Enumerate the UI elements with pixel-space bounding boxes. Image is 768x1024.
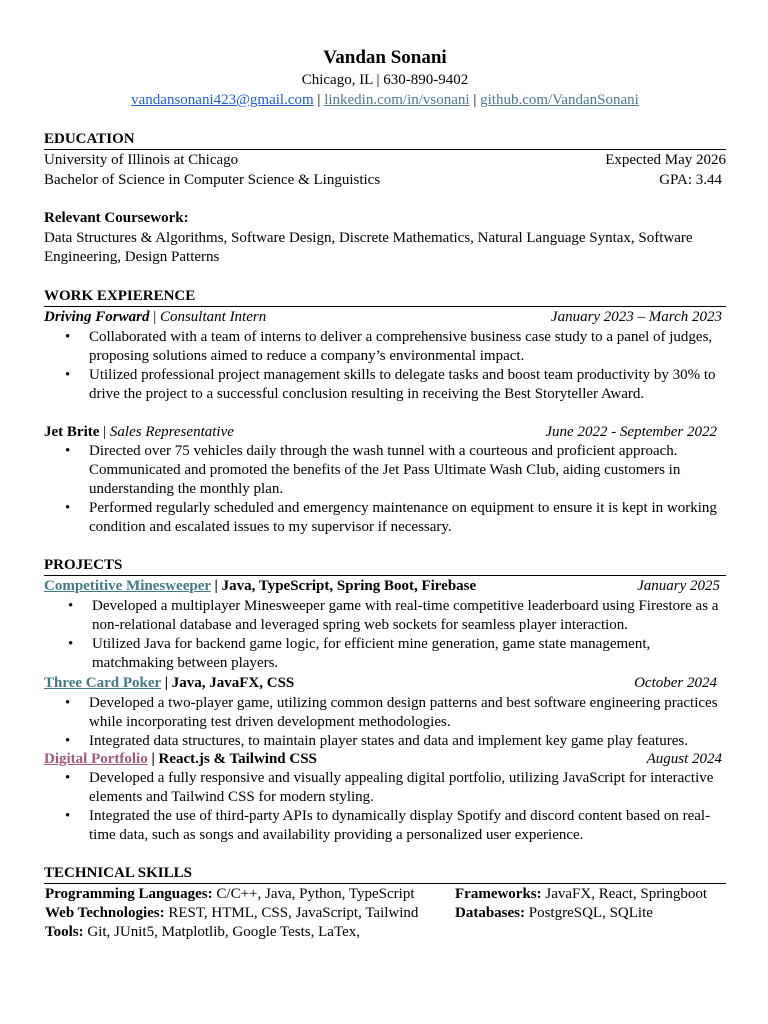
list-item: • Utilized professional project management skills to delegate tasks and boost team productivity by 30% to drive the project to a successful conclusion resulting in receiving the Best Storyteller Award.	[65, 367, 716, 402]
project-link-portfolio[interactable]: Digital Portfolio	[44, 751, 148, 767]
list-item: • Developed a fully responsive and visually appealing digital portfolio, utilizing JavaScript for interactive elements and Tailwind CSS for modern styling.	[65, 770, 714, 805]
job-separator: |	[149, 309, 160, 325]
coursework-line: Data Structures & Algorithms, Software Design, Discrete Mathematics, Natural Language Syntax, Software	[44, 230, 693, 246]
job-company: Driving Forward	[44, 309, 150, 325]
project-tech: | Java, JavaFX, CSS	[160, 675, 295, 691]
bullet-dot: •	[65, 367, 71, 383]
link-separator: |	[313, 92, 325, 108]
skill-value: JavaFX, React, Springboot	[541, 886, 708, 902]
skill-row	[455, 904, 707, 923]
job-company: Jet Brite	[44, 424, 100, 440]
skills-left-column	[45, 885, 418, 942]
skill-label: Tools:	[45, 924, 84, 940]
skill-row	[45, 904, 418, 923]
education-school-row	[44, 151, 726, 170]
project-date: October 2024	[634, 675, 717, 691]
skill-value: PostgreSQL, SQLite	[525, 905, 653, 921]
skill-row	[455, 885, 707, 904]
skill-label: Frameworks:	[455, 886, 542, 902]
project-link-minesweeper[interactable]: Competitive Minesweeper	[44, 578, 211, 594]
bullet-dot: •	[65, 695, 71, 711]
bullet-dot: •	[68, 636, 74, 652]
job-header	[44, 423, 726, 442]
project-tech: | React.js & Tailwind CSS	[147, 751, 317, 767]
link-separator: |	[469, 92, 481, 108]
work-heading: WORK EXPIERENCE	[44, 287, 726, 307]
list-item: • Utilized Java for backend game logic, for efficient mine generation, game state management, matchmaking between players.	[68, 636, 651, 671]
list-item: • Collaborated with a team of interns to deliver a comprehensive business case study to a panel of judges, proposing solutions aimed to reduce a company’s environmental impact.	[65, 329, 713, 364]
project-header	[44, 577, 726, 596]
bullet-dot: •	[65, 329, 71, 345]
job-separator: |	[99, 424, 110, 440]
project-header	[44, 750, 726, 769]
skill-value: REST, HTML, CSS, JavaScript, Tailwind	[164, 905, 419, 921]
job-role: Sales Representative	[109, 424, 234, 440]
skill-row	[45, 923, 418, 942]
project-header	[44, 674, 726, 693]
list-item: • Developed a two-player game, utilizing common design patterns and best software engineering practices while incorporating test driven development methodologies.	[65, 695, 718, 730]
coursework-label: Relevant Coursework:	[44, 210, 189, 226]
gpa: GPA: 3.44	[659, 172, 722, 188]
contact-line: Chicago, IL | 630-890-9402	[301, 72, 469, 88]
job-bullets	[44, 328, 716, 404]
skill-label: Web Technologies:	[45, 905, 165, 921]
skill-label: Databases:	[455, 905, 525, 921]
skill-row	[45, 885, 418, 904]
github-link[interactable]: github.com/VandanSonani	[480, 92, 639, 108]
bullet-dot: •	[65, 500, 71, 516]
email-link[interactable]: vandansonani423@gmail.com	[131, 92, 314, 108]
bullet-dot: •	[65, 808, 71, 824]
project-link-poker[interactable]: Three Card Poker	[44, 675, 161, 691]
degree: Bachelor of Science in Computer Science & Linguistics	[44, 172, 381, 188]
graduation-date: Expected May 2026	[605, 152, 726, 168]
job-bullets	[44, 442, 717, 537]
project-bullets	[44, 694, 718, 751]
coursework-line: Engineering, Design Patterns	[44, 249, 220, 265]
list-item: • Directed over 75 vehicles daily through the wash tunnel with a courteous and proficient approach. Communicated and promoted the benefits of the Jet Pass Ultimate Wash Club, aiding customers in understanding the monthly plan.	[65, 443, 681, 497]
skills-heading: TECHNICAL SKILLS	[44, 864, 726, 884]
job-header	[44, 308, 726, 327]
list-item: • Integrated data structures, to maintain player states and data and implement key game play features.	[65, 733, 688, 749]
bullet-dot: •	[68, 598, 74, 614]
list-item: • Developed a multiplayer Minesweeper game with real-time competitive leaderboard using Firestore as a non-relational database and leveraged spring web sockets for seamless player interaction.	[68, 598, 719, 633]
linkedin-link[interactable]: linkedin.com/in/vsonani	[324, 92, 470, 108]
skill-value: C/C++, Java, Python, TypeScript	[212, 886, 415, 902]
skill-value: Git, JUnit5, Matplotlib, Google Tests, LaTex,	[83, 924, 360, 940]
skills-right-column	[455, 885, 707, 923]
project-date: August 2024	[646, 751, 722, 767]
project-bullets	[44, 769, 713, 845]
bullet-dot: •	[65, 733, 71, 749]
job-role: Consultant Intern	[159, 309, 267, 325]
bullet-dot: •	[65, 443, 71, 459]
projects-heading: PROJECTS	[44, 556, 726, 576]
project-bullets	[44, 597, 718, 673]
project-tech: | Java, TypeScript, Spring Boot, Firebase	[210, 578, 477, 594]
contact-links	[44, 91, 726, 110]
project-date: January 2025	[637, 578, 720, 594]
candidate-name: Vandan Sonani	[323, 47, 447, 68]
skill-label: Programming Languages:	[45, 886, 213, 902]
list-item: • Integrated the use of third-party APIs to dynamically display Spotify and discord content based on real- time data, such as songs and availability providing a personalized user experience.	[65, 808, 711, 843]
school-name: University of Illinois at Chicago	[44, 152, 239, 168]
education-heading: EDUCATION	[44, 130, 726, 150]
list-item: • Performed regularly scheduled and emergency maintenance on equipment to ensure it is kept in working condition and escalated issues to my supervisor if necessary.	[65, 500, 717, 535]
job-dates: January 2023 – March 2023	[550, 309, 722, 325]
bullet-dot: •	[65, 770, 71, 786]
job-dates: June 2022 - September 2022	[545, 424, 717, 440]
education-degree-row	[44, 171, 726, 190]
